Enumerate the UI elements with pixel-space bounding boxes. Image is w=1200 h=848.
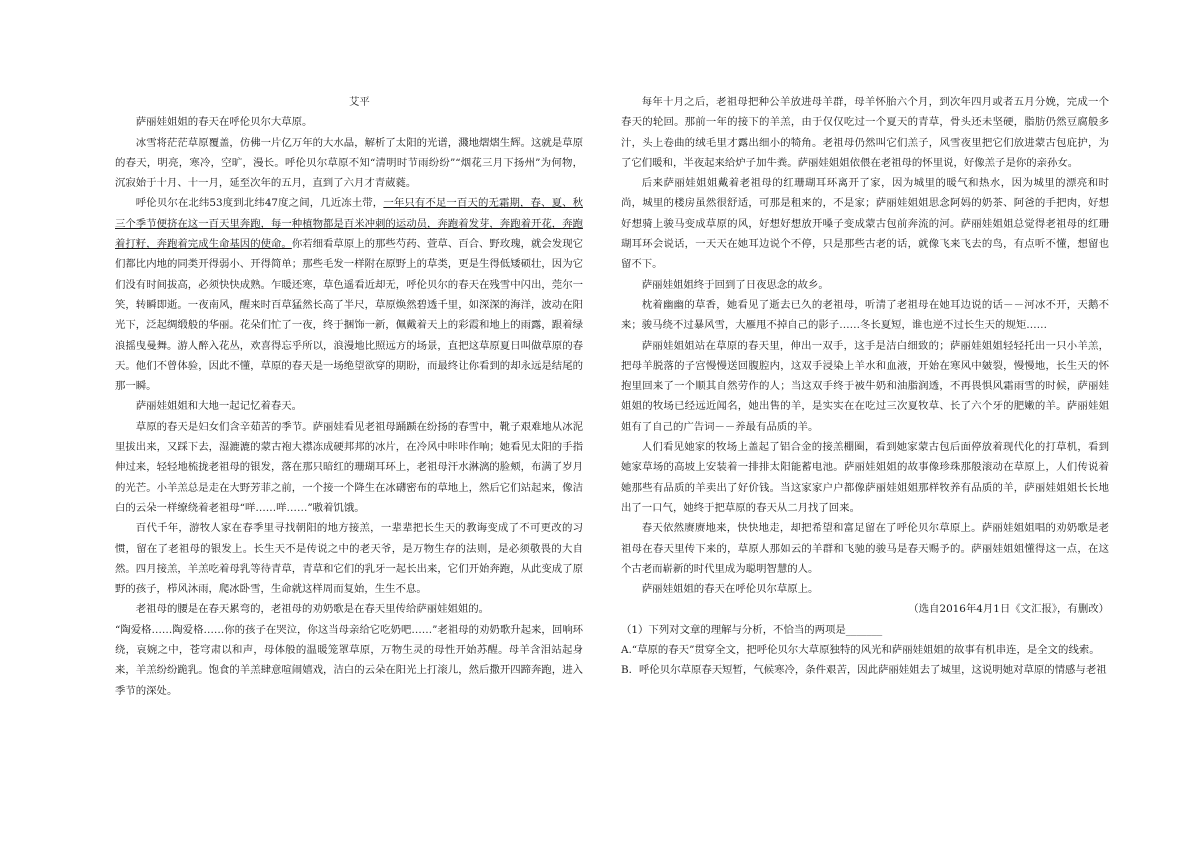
right-column xyxy=(621,92,1109,681)
paragraph: 萨丽娃姐姐和大地一起记忆着春天。 xyxy=(135,400,303,413)
option-a: A.“草原的春天”贯穿全文，把呼伦贝尔大草原独特的风光和萨丽娃姐姐的故事有机串连，是全文的线索。 xyxy=(621,644,1100,657)
author-name: 艾平 xyxy=(349,96,370,108)
paragraph xyxy=(115,193,583,396)
paragraph: 百代千年，游牧人家在春季里寻找朝阳的地方接羔，一辈辈把长生天的教诲变成了不可更改的习惯，留在了老祖母的银发上。长生天不是传说之中的老天爷，是万物生存的法则，是必须敬畏的大自然。四月接羔，羊羔吃着母乳等待青草，青草和它们的乳牙一起长出来，它们开始奔跑，从此变成了原野的孩子，栉风沐雨，爬冰卧雪，生命就这样周而复始，生生不息。 xyxy=(115,522,583,596)
underlined-sentence: 一年只有不足一百天的无霜期，春、夏、秋三个季节便挤在这一百天里奔跑，每一种植物都是百米冲刺的运动员，奔跑着发芽，奔跑着开花，奔跑着打籽，奔跑着完成生命基因的使命。 xyxy=(115,197,583,251)
paragraph: 老祖母的腰是在春天累弯的，老祖母的劝奶歌是在春天里传给萨丽娃姐姐的。 xyxy=(135,603,490,616)
paragraph: 冰雪将茫茫草原覆盖，仿佛一片亿万年的大水晶，解析了太阳的光谱，濺地熠熠生辉。这就是草原的春天，明亮，寒冷，空旷，漫长。呼伦贝尔草原不知“清明时节雨纷纷”“烟花三月下扬州”为何物，沉寂始于十月、十一月，延至次年的五月，直到了六月才青葳蕤。 xyxy=(115,136,583,190)
paragraph: 每年十月之后，老祖母把种公羊放进母羊群，母羊怀胎六个月，到次年四月或者五月分娩，完成一个春天的轮回。那前一年的接下的羊羔，由于仅仅吃过一个夏天的青草，骨头还未坚硬，脂肪仍然豆腐般多汁，头上卷曲的绒毛里才露出细小的犄角。老祖母仍然叫它们羔子，风雪夜里把它们放进蒙古包庇护，为了它们暖和，半夜起来给炉子加牛粪。萨丽娃姐姐依偎在老祖母的怀里说，好像羔子是你的亲孙女。 xyxy=(621,96,1109,169)
paragraph: 人们看见她家的牧场上盖起了铝合金的接羔棚圈，看到她家蒙古包后面停放着现代化的打草机，看到她家草场的高坡上安装着一排排太阳能蓄电池。萨丽娃姐姐的故事像珍珠那般滚动在草原上，人们传说着她那些有品质的羊卖出了好价钱。当这家家户户都像萨丽娃姐姐那样牧养有品质的羊，萨丽娃姐姐长长地出了一口气，她终于把草原的春天从二月找了回来。 xyxy=(621,441,1109,514)
left-column xyxy=(115,92,583,701)
paragraph-text: 你若细看草原上的那些芍药、萱草、百合、野玫瑰，就会发现它们都比内地的同类开得弱小、开得简单；那些毛发一样附在原野上的草类，更是生得低矮硕壮，因为它们没有时间拔高，必须快快成熟。乍暖还寒，草色遥看近却无，呼伦贝尔的春天在残雪中闪出，莞尔一笑，转瞬即逝。一夜南风，醒来时百草猛然长高了半尺，草原焕然碧透千里，如深深的海洋，波动在阳光下，泛起绸缎般的华丽。花朵们忙了一夜，终于捆饰一新，佩戴着天上的彩霞和地上的雨露，跟着绿浪摇曳曼舞。游人醉入花丛，欢喜得忘乎所以，浪漫地比照远方的场景，直把这草原夏日叫做草原的春天。他们不曾体验，因此不懂，草原的春天是一场绝望欲穿的期盼，而最终让你看到的却永远是结尾的那一瞬。 xyxy=(115,238,584,393)
option-b: B．呼伦贝尔草原春天短暂，气候寒冷，条件艰苦，因此萨丽娃姐去了城里，这说明她对草原的情感与老祖 xyxy=(621,664,1107,677)
source-citation: （选自2016年4月1日《文汇报》，有删改） xyxy=(908,603,1109,616)
paragraph: 萨丽娃姐姐的春天在呼伦贝尔大草原。 xyxy=(135,116,313,129)
paragraph: 萨丽娃姐姐终于回到了日夜思念的故乡。 xyxy=(641,278,829,291)
song-paragraph: “陶爱格……陶爱格……你的孩子在哭泣，你这当母亲给它吃奶吧……”老祖母的劝奶歌升起来，回响环绕，哀婉之中，苍穹肃以和声，母体般的温暖笼罩草原，万物生灵的母性开始苏醒。母羊含泪站起身来，羊羔纷纷跪乳。饱食的羊羔肆意喧闹嬉戏，洁白的云朵在阳光上打滚儿，然后撒开四蹄奔跑，进入季节的深处。 xyxy=(115,623,583,697)
paragraph: 草原的春天是妇女们含辛茹苦的季节。萨丽娃看见老祖母踊踬在纷扬的春雪中，靴子艰难地从冰泥里拔出来，又踩下去，湿漉漉的蒙古袍大襟冻成硬邦邦的冰片，在冷风中咔咔作响；她看见太阳的手指伸过来，轻轻地梳拢老祖母的银发，落在那只暗红的珊瑚耳环上，老祖母汗水淋漓的脸颊，布满了岁月的光芒。小羊羔总是走在大野芳菲之前，一个接一个降生在冰礴密布的草地上，然后它们站起来，像洁白的云朵一样缭绕着老祖母“咩……咩……”嗷着饥饿。 xyxy=(115,420,583,514)
paragraph-text: 呼伦贝尔在北纬53度到北纬47度之间，几近冻土带， xyxy=(135,197,384,210)
paragraph: 萨丽娃姐姐站在草原的春天里，伸出一双手，这手是洁白细致的；萨丽娃姐姐轻轻托出一只小羊羔，把母羊脱落的子宫慢慢送回腹腔内，这双手浸染上羊水和血液，开始在寒风中皴裂，慢慢地，长生天的怀抱里回来了一个顺其自然劳作的人；当这双手终于被牛奶和油脂润透，不再畏惧风霜雨雪的时候，萨丽娃姐姐的牧场已经远近闻名，她出售的羊，是实实在在吃过三次夏牧草、长了六个牙的肥嫩的羊。萨丽娃姐姐有了自己的广告词－－养最有品质的羊。 xyxy=(621,339,1109,433)
question-text: （1）下列对文章的理解与分析，不恰当的两项是_______ xyxy=(621,623,883,636)
paragraph: 后来萨丽娃姐姐戴着老祖母的红珊瑚耳环离开了家，因为城里的暖气和热水，因为城里的漂亮和时尚，城里的楼房虽然很舒适，可那是租来的，不是家；萨丽娃姐姐思念阿妈的奶茶、阿爸的手把肉，好想好想骑上骏马变成草原的风，好想好想放开嗓子变成蒙古包前奔流的河。萨丽娃姐姐总觉得老祖母的红珊瑚耳环会说话，一天天在她耳边说个不停，只是那些古老的话，就像飞来飞去的鸟，有点听不懂，想留也留不下。 xyxy=(621,177,1109,271)
paragraph: 枕着幽幽的草香，她看见了逝去已久的老祖母，听清了老祖母在她耳边说的话－－河冰不开，天鹅不来；骏马绕不过暴风雪，大雁甩不掉自己的影子……冬长夏短，谁也逆不过长生天的规矩…… xyxy=(621,298,1109,332)
paragraph: 萨丽娃姐姐的春天在呼伦贝尔草原上。 xyxy=(641,583,819,596)
paragraph: 春天依然赓赓地来，快快地走，却把希望和富足留在了呼伦贝尔草原上。萨丽娃姐姐唱的劝奶歌是老祖母在春天里传下来的，草原人那如云的羊群和飞驰的骏马是春天赐予的。萨丽娃姐姐懂得这一点，在这个古老而崭新的时代里成为聪明智慧的人。 xyxy=(621,522,1109,575)
